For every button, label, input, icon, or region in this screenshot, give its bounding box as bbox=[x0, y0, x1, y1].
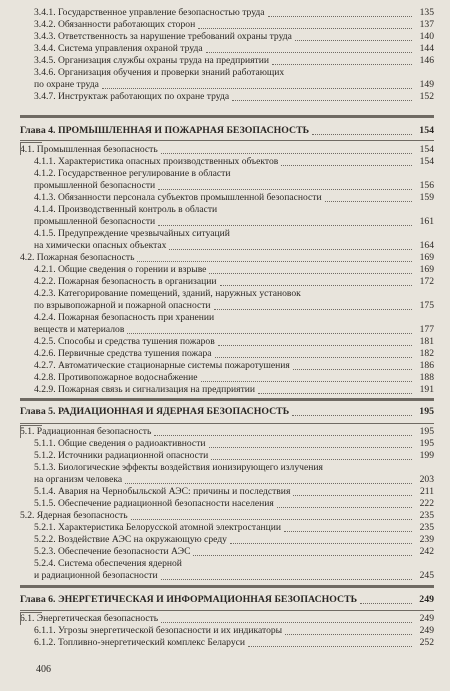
toc-entry[interactable] bbox=[20, 205, 434, 216]
toc-entry-title: 6.1. Энергетическая безопасность bbox=[20, 612, 159, 624]
toc-entry[interactable] bbox=[20, 499, 434, 510]
toc-entry-title: 5.1.3. Биологические эффекты воздействия ионизирующего излучения bbox=[34, 461, 323, 473]
toc-entry-title: 3.4.5. Организация службы охраны труда на предприятии bbox=[34, 54, 270, 66]
toc-entry-continuation[interactable] bbox=[20, 325, 434, 336]
toc-leader bbox=[137, 261, 412, 262]
toc-leader bbox=[206, 52, 412, 53]
toc-entry-page: 161 bbox=[419, 215, 434, 227]
toc-entry-page: 195 bbox=[419, 425, 434, 437]
toc-entry-title: на химически опасных объектах bbox=[34, 239, 167, 251]
toc-entry-title: на организм человека bbox=[34, 473, 123, 485]
chapter-rule-bottom bbox=[20, 423, 434, 424]
section-corner-mark bbox=[20, 142, 42, 155]
toc-entry-title: 5.1.5. Обеспечение радиационной безопасности населения bbox=[34, 497, 274, 509]
toc-entry-page: 159 bbox=[419, 191, 434, 203]
toc-leader bbox=[215, 357, 413, 358]
toc-entry[interactable] bbox=[20, 337, 434, 348]
toc-entry-page: 203 bbox=[419, 473, 434, 485]
toc-leader bbox=[158, 189, 412, 190]
toc-leader bbox=[161, 622, 412, 623]
toc-entry-title: 4.1.3. Обязанности персонала субъектов промышленной безопасности bbox=[34, 191, 322, 203]
toc-entry-page: 177 bbox=[419, 323, 434, 335]
toc-entry-title: 6.1.1. Угрозы энергетической безопасности и их индикаторы bbox=[34, 624, 283, 636]
toc-section[interactable] bbox=[20, 145, 434, 156]
toc-entry-title: 5.1.4. Авария на Чернобыльской АЭС: причины и последствия bbox=[34, 485, 291, 497]
toc-entry[interactable] bbox=[20, 193, 434, 204]
toc-entry[interactable] bbox=[20, 68, 434, 79]
toc-leader bbox=[211, 459, 412, 460]
toc-leader bbox=[232, 100, 412, 101]
toc-leader bbox=[284, 531, 412, 532]
toc-leader bbox=[154, 435, 412, 436]
toc-leader bbox=[127, 333, 412, 334]
toc-entry-title: 4.2. Пожарная безопасность bbox=[20, 251, 135, 263]
toc-section[interactable] bbox=[20, 253, 434, 264]
toc-entry-title: 3.4.4. Система управления охраной труда bbox=[34, 42, 203, 54]
toc-entry[interactable] bbox=[20, 56, 434, 67]
toc-entry[interactable] bbox=[20, 523, 434, 534]
toc-entry-page: 175 bbox=[419, 299, 434, 311]
toc-entry[interactable] bbox=[20, 20, 434, 31]
toc-entry-page: 242 bbox=[419, 545, 434, 557]
toc-leader bbox=[248, 646, 412, 647]
toc-entry[interactable] bbox=[20, 289, 434, 300]
toc-entry-page: 235 bbox=[419, 509, 434, 521]
page-number: 406 bbox=[36, 664, 51, 675]
toc-entry[interactable] bbox=[20, 463, 434, 474]
toc-entry[interactable] bbox=[20, 626, 434, 637]
toc-entry[interactable] bbox=[20, 638, 434, 649]
toc-leader bbox=[161, 153, 412, 154]
toc-entry-continuation[interactable] bbox=[20, 571, 434, 582]
toc-entry-title: и радиационной безопасности bbox=[34, 569, 158, 581]
toc-entry-page: 199 bbox=[419, 449, 434, 461]
toc-entry[interactable] bbox=[20, 277, 434, 288]
toc-entry-page: 181 bbox=[419, 335, 434, 347]
toc-entry[interactable] bbox=[20, 373, 434, 384]
toc-entry-title: 4.2.1. Общие сведения о горении и взрыве bbox=[34, 263, 207, 275]
chapter-heading[interactable] bbox=[20, 407, 434, 418]
chapter-rule-top bbox=[20, 585, 434, 588]
toc-leader bbox=[102, 88, 412, 89]
toc-entry-title: 4.2.7. Автоматические стационарные системы пожаротушения bbox=[34, 359, 290, 371]
toc-entry-title: 4.2.9. Пожарная связь и сигнализация на предприятии bbox=[34, 383, 256, 395]
toc-entry-page: 156 bbox=[419, 179, 434, 191]
toc-entry-page: 164 bbox=[419, 239, 434, 251]
toc-entry-title: по охране труда bbox=[34, 78, 99, 90]
toc-leader bbox=[360, 603, 412, 604]
toc-entry[interactable] bbox=[20, 547, 434, 558]
toc-entry-title: 4.1.5. Предупреждение чрезвычайных ситуаций bbox=[34, 227, 230, 239]
toc-entry-title: промышленной безопасности bbox=[34, 179, 156, 191]
toc-section[interactable] bbox=[20, 427, 434, 438]
toc-entry[interactable] bbox=[20, 32, 434, 43]
toc-entry-page: 235 bbox=[419, 521, 434, 533]
section-corner-mark bbox=[20, 425, 42, 438]
toc-leader bbox=[230, 543, 412, 544]
toc-entry-title: 5.1.1. Общие сведения о радиоактивности bbox=[34, 437, 206, 449]
toc-leader bbox=[268, 16, 412, 17]
toc-entry-page: 182 bbox=[419, 347, 434, 359]
toc-entry-title: по взрывопожарной и пожарной опасности bbox=[34, 299, 211, 311]
chapter-title: Глава 4. ПРОМЫШЛЕННАЯ И ПОЖАРНАЯ БЕЗОПАСНОСТЬ bbox=[20, 124, 310, 136]
toc-entry-page: 186 bbox=[419, 359, 434, 371]
toc-section[interactable] bbox=[20, 614, 434, 625]
toc-entry-title: 6.1.2. Топливно-энергетический комплекс Беларуси bbox=[34, 636, 246, 648]
toc-leader bbox=[292, 415, 412, 416]
toc-entry-title: 3.4.3. Ответственность за нарушение требований охраны труда bbox=[34, 30, 292, 42]
toc-leader bbox=[277, 507, 412, 508]
toc-entry-page: 152 bbox=[419, 90, 434, 102]
chapter-page: 154 bbox=[419, 124, 434, 136]
toc-entry-title: 4.1.1. Характеристика опасных производственных объектов bbox=[34, 155, 279, 167]
toc-entry-title: 4.2.3. Категорирование помещений, зданий, наружных установок bbox=[34, 287, 301, 299]
toc-leader bbox=[258, 393, 412, 394]
toc-entry[interactable] bbox=[20, 8, 434, 19]
toc-entry[interactable] bbox=[20, 313, 434, 324]
toc-leader bbox=[272, 64, 412, 65]
chapter-heading[interactable] bbox=[20, 126, 434, 137]
toc-entry-page: 172 bbox=[419, 275, 434, 287]
toc-entry-page: 188 bbox=[419, 371, 434, 383]
toc-entry[interactable] bbox=[20, 451, 434, 462]
toc-entry-continuation[interactable] bbox=[20, 241, 434, 252]
toc-entry-title: 5.2.2. Воздействие АЭС на окружающую среду bbox=[34, 533, 227, 545]
toc-entry-title: 5.2.4. Система обеспечения ядерной bbox=[34, 557, 182, 569]
toc-entry[interactable] bbox=[20, 487, 434, 498]
toc-entry-page: 169 bbox=[419, 251, 434, 263]
toc-leader bbox=[201, 381, 412, 382]
toc-section[interactable] bbox=[20, 511, 434, 522]
toc-entry-page: 140 bbox=[419, 30, 434, 42]
toc-entry-page: 191 bbox=[419, 383, 434, 395]
toc-entry[interactable] bbox=[20, 157, 434, 168]
toc-entry-title: 4.2.8. Противопожарное водоснабжение bbox=[34, 371, 198, 383]
toc-entry-page: 137 bbox=[419, 18, 434, 30]
toc-entry-title: веществ и материалов bbox=[34, 323, 125, 335]
chapter-rule-top bbox=[20, 115, 434, 118]
toc-leader bbox=[325, 201, 412, 202]
toc-entry-title: 4.1. Промышленная безопасность bbox=[20, 143, 158, 155]
toc-leader bbox=[293, 369, 412, 370]
toc-entry-continuation[interactable] bbox=[20, 80, 434, 91]
toc-entry-title: 4.2.5. Способы и средства тушения пожаров bbox=[34, 335, 215, 347]
toc-entry-title: 4.2.6. Первичные средства тушения пожара bbox=[34, 347, 212, 359]
chapter-page: 195 bbox=[419, 405, 434, 417]
toc-leader bbox=[161, 579, 412, 580]
toc-entry-continuation[interactable] bbox=[20, 301, 434, 312]
toc-entry-page: 135 bbox=[419, 6, 434, 18]
toc-leader bbox=[312, 134, 412, 135]
toc-entry-title: 5.1. Радиационная безопасность bbox=[20, 425, 152, 437]
toc-entry[interactable] bbox=[20, 559, 434, 570]
toc-entry-title: 5.2.1. Характеристика Белорусской атомной электростанции bbox=[34, 521, 281, 533]
chapter-heading[interactable] bbox=[20, 595, 434, 606]
toc-entry-page: 239 bbox=[419, 533, 434, 545]
toc-leader bbox=[158, 225, 412, 226]
toc-entry-page: 222 bbox=[419, 497, 434, 509]
chapter-title: Глава 6. ЭНЕРГЕТИЧЕСКАЯ И ИНФОРМАЦИОННАЯ БЕЗОПАСНОСТЬ bbox=[20, 593, 358, 605]
toc-entry[interactable] bbox=[20, 385, 434, 396]
toc-entry-title: 5.2.3. Обеспечение безопасности АЭС bbox=[34, 545, 191, 557]
chapter-rule-bottom bbox=[20, 610, 434, 611]
toc-leader bbox=[125, 483, 412, 484]
toc-entry-page: 252 bbox=[419, 636, 434, 648]
toc-entry-continuation[interactable] bbox=[20, 181, 434, 192]
toc-leader bbox=[295, 40, 412, 41]
toc-entry-title: 3.4.7. Инструктаж работающих по охране труда bbox=[34, 90, 230, 102]
toc-leader bbox=[169, 249, 412, 250]
toc-entry-page: 154 bbox=[419, 143, 434, 155]
toc-entry-page: 154 bbox=[419, 155, 434, 167]
toc-entry[interactable] bbox=[20, 44, 434, 55]
toc-leader bbox=[193, 555, 412, 556]
chapter-title: Глава 5. РАДИАЦИОННАЯ И ЯДЕРНАЯ БЕЗОПАСНОСТЬ bbox=[20, 405, 290, 417]
toc-leader bbox=[198, 28, 412, 29]
toc-leader bbox=[220, 285, 413, 286]
toc-entry[interactable] bbox=[20, 229, 434, 240]
toc-leader bbox=[293, 495, 412, 496]
toc-entry-title: 3.4.6. Организация обучения и проверки знаний работающих bbox=[34, 66, 285, 78]
toc-entry-title: 3.4.2. Обязанности работающих сторон bbox=[34, 18, 196, 30]
toc-entry-continuation[interactable] bbox=[20, 217, 434, 228]
toc-entry-title: 4.1.4. Производственный контроль в области bbox=[34, 203, 218, 215]
toc-leader bbox=[281, 165, 412, 166]
toc-entry-title: 5.1.2. Источники радиационной опасности bbox=[34, 449, 209, 461]
toc-leader bbox=[209, 273, 412, 274]
toc-leader bbox=[131, 519, 412, 520]
toc-entry-title: 3.4.1. Государственное управление безопасностью труда bbox=[34, 6, 265, 18]
toc-entry-page: 149 bbox=[419, 78, 434, 90]
toc-entry[interactable] bbox=[20, 92, 434, 103]
chapter-rule-top bbox=[20, 398, 434, 401]
toc-entry[interactable] bbox=[20, 535, 434, 546]
toc-entry-page: 245 bbox=[419, 569, 434, 581]
chapter-page: 249 bbox=[419, 593, 434, 605]
toc-leader bbox=[218, 345, 412, 346]
toc-entry[interactable] bbox=[20, 349, 434, 360]
toc-entry-title: 4.2.2. Пожарная безопасность в организации bbox=[34, 275, 217, 287]
toc-entry[interactable] bbox=[20, 169, 434, 180]
toc-entry-continuation[interactable] bbox=[20, 475, 434, 486]
toc-entry-page: 249 bbox=[419, 624, 434, 636]
toc-leader bbox=[209, 447, 412, 448]
toc-leader bbox=[285, 634, 412, 635]
toc-entry-title: 4.2.4. Пожарная безопасность при хранении bbox=[34, 311, 215, 323]
toc-entry-page: 195 bbox=[419, 437, 434, 449]
section-corner-mark bbox=[20, 612, 42, 625]
toc-entry-page: 169 bbox=[419, 263, 434, 275]
toc-entry[interactable] bbox=[20, 439, 434, 450]
toc-entry[interactable] bbox=[20, 265, 434, 276]
toc-entry-page: 249 bbox=[419, 612, 434, 624]
toc-entry-title: 4.1.2. Государственное регулирование в области bbox=[34, 167, 231, 179]
toc-entry-title: 5.2. Ядерная безопасность bbox=[20, 509, 128, 521]
toc-entry-page: 211 bbox=[419, 485, 434, 497]
toc-entry-page: 144 bbox=[419, 42, 434, 54]
toc-leader bbox=[214, 309, 412, 310]
chapter-rule-bottom bbox=[20, 140, 434, 141]
toc-entry-page: 146 bbox=[419, 54, 434, 66]
toc-entry[interactable] bbox=[20, 361, 434, 372]
toc-entry-title: промышленной безопасности bbox=[34, 215, 156, 227]
